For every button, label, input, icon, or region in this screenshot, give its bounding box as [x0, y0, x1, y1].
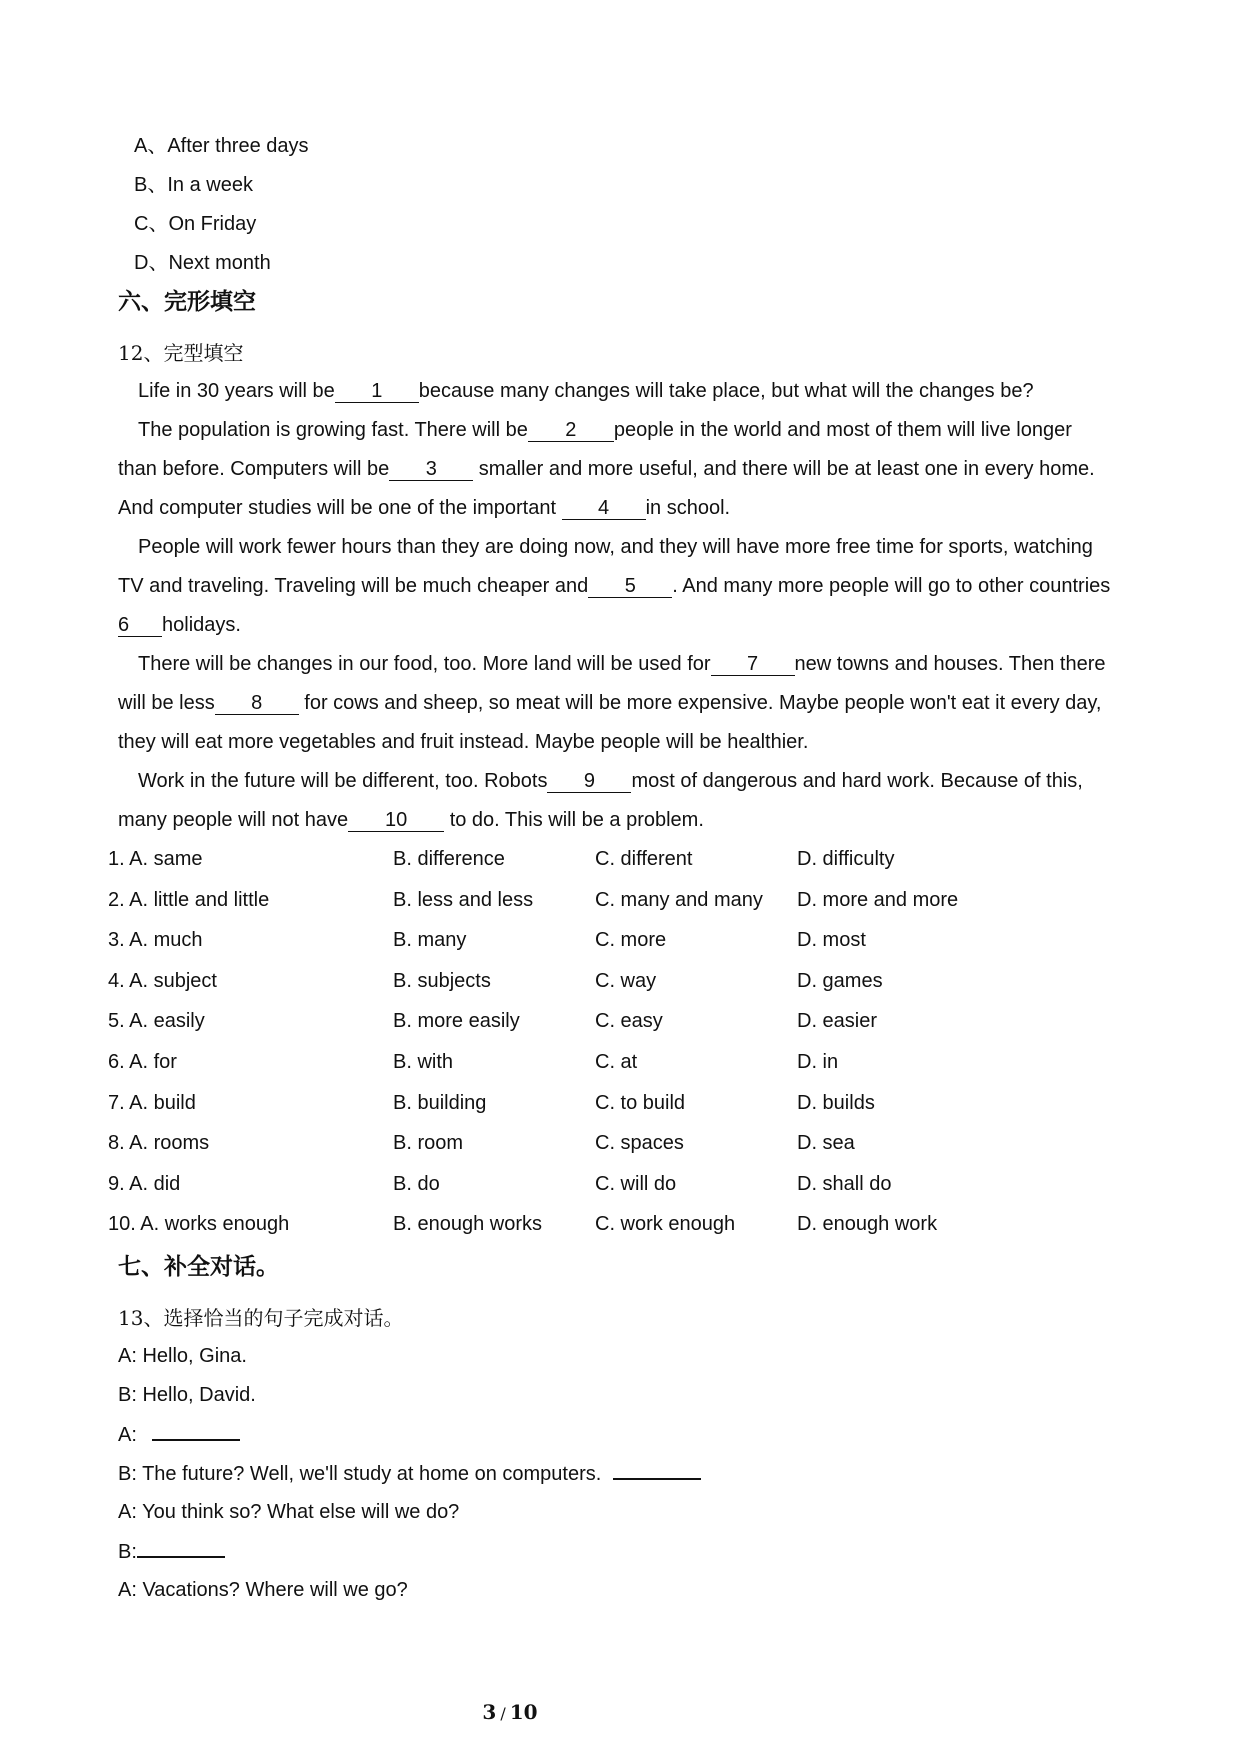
option-choice: 8. A. rooms	[108, 1132, 210, 1155]
passage-line: many people will not have 10 to do. This will be a problem.	[118, 809, 704, 831]
option-a: A、After three days	[134, 135, 309, 157]
section-heading-cloze: 六、完形填空	[118, 289, 256, 315]
option-choice: B. less and less	[393, 888, 534, 911]
option-choice: 6. A. for	[108, 1051, 177, 1073]
option-choice: 7. A. build	[108, 1091, 196, 1114]
option-choice: D. builds	[797, 1091, 875, 1114]
option-row	[108, 927, 1148, 957]
option-choice: B. subjects	[393, 969, 491, 992]
option-row	[108, 1008, 1148, 1038]
option-row	[108, 887, 1148, 917]
page-number: 3 / 10	[482, 1700, 538, 1724]
option-choice: B. building	[393, 1091, 487, 1114]
blank-9: 9	[547, 770, 631, 793]
option-choice: D. enough work	[797, 1213, 938, 1236]
option-choice: 5. A. easily	[108, 1010, 205, 1033]
answer-blank	[613, 1460, 701, 1480]
option-choice: B. enough works	[393, 1213, 542, 1236]
dialogue-line: A: Vacations? Where will we go?	[118, 1579, 408, 1601]
passage-line: The population is growing fast. There will be 2 people in the world and most of them will live longer	[138, 419, 1072, 441]
option-b: B、In a week	[134, 174, 253, 196]
option-choice: C. way	[595, 969, 657, 992]
option-choice: D. most	[797, 929, 866, 952]
option-choice: C. will do	[595, 1172, 677, 1195]
option-choice: 9. A. did	[108, 1172, 181, 1195]
option-choice: C. work enough	[595, 1213, 736, 1236]
option-choice: B. room	[393, 1132, 464, 1155]
dialogue-line: A:	[118, 1421, 240, 1448]
dialogue-line: B: The future? Well, we'll study at home on computers.	[118, 1460, 701, 1487]
dialogue-line: B:	[118, 1538, 225, 1565]
passage-line: 6 holidays.	[118, 614, 241, 636]
option-c: C、On Friday	[134, 213, 257, 235]
option-choice: 4. A. subject	[108, 969, 217, 992]
blank-6: 6	[118, 614, 162, 637]
passage-line: TV and traveling. Traveling will be much cheaper and 5 . And many more people will go to other countries	[118, 575, 1111, 597]
option-choice: D. difficulty	[797, 848, 895, 870]
option-row	[108, 1171, 1148, 1201]
option-choice: C. many and many	[595, 888, 763, 911]
question-label-12: 12、完型填空	[118, 341, 244, 365]
option-choice: B. do	[393, 1172, 440, 1195]
option-choice: D. more and more	[797, 888, 959, 911]
section-heading-dialogue: 七、补全对话。	[118, 1254, 279, 1280]
option-choice: D. games	[797, 969, 883, 992]
option-row	[108, 1130, 1148, 1160]
answer-blank	[152, 1421, 240, 1441]
option-choice: C. more	[595, 929, 667, 952]
option-choice: C. easy	[595, 1010, 663, 1033]
option-choice: 2. A. little and little	[108, 888, 270, 911]
passage-line: will be less 8 for cows and sheep, so meat will be more expensive. Maybe people won't eat it every day,	[118, 692, 1102, 714]
blank-2: 2	[528, 419, 614, 442]
option-choice: 3. A. much	[108, 929, 203, 952]
answer-blank	[137, 1538, 225, 1558]
option-choice: B. more easily	[393, 1010, 520, 1033]
passage-line: There will be changes in our food, too. More land will be used for 7 new towns and houses. Then there	[138, 653, 1106, 675]
dialogue-line: A: You think so? What else will we do?	[118, 1501, 460, 1523]
option-choice: D. in	[797, 1051, 839, 1073]
option-row	[108, 1211, 1148, 1241]
option-row	[108, 1090, 1148, 1120]
passage-line: Work in the future will be different, too. Robots 9 most of dangerous and hard work. Because of this,	[138, 770, 1083, 792]
option-row	[108, 846, 1148, 876]
option-choice: 1. A. same	[108, 848, 203, 870]
passage-paragraph-1: Life in 30 years will be 1 because many changes will take place, but what will the changes be?	[138, 380, 1034, 402]
option-choice: D. shall do	[797, 1172, 892, 1195]
blank-4: 4	[562, 497, 646, 520]
blank-10: 10	[348, 809, 444, 832]
option-choice: 10. A. works enough	[108, 1213, 290, 1236]
option-choice: D. easier	[797, 1010, 878, 1033]
blank-5: 5	[588, 575, 672, 598]
blank-1: 1	[335, 380, 419, 403]
option-choice: B. difference	[393, 848, 505, 870]
option-choice: C. at	[595, 1051, 638, 1073]
question-label-13: 13、选择恰当的句子完成对话。	[118, 1306, 404, 1330]
option-choice: B. with	[393, 1051, 454, 1073]
option-choice: B. many	[393, 929, 467, 952]
passage-line: People will work fewer hours than they are doing now, and they will have more free time for sports, watching	[138, 536, 1093, 558]
dialogue-line: B: Hello, David.	[118, 1384, 256, 1406]
blank-8: 8	[215, 692, 299, 715]
option-choice: C. to build	[595, 1091, 686, 1114]
blank-7: 7	[711, 653, 795, 676]
blank-3: 3	[389, 458, 473, 481]
option-choice: C. different	[595, 848, 693, 870]
passage-line: than before. Computers will be 3 smaller and more useful, and there will be at least one in every home.	[118, 458, 1095, 480]
option-row	[108, 968, 1148, 998]
dialogue-line: A: Hello, Gina.	[118, 1345, 247, 1367]
option-d: D、Next month	[134, 252, 271, 274]
option-row	[108, 1049, 1148, 1079]
passage-line: they will eat more vegetables and fruit instead. Maybe people will be healthier.	[118, 731, 809, 753]
option-choice: D. sea	[797, 1132, 855, 1155]
option-choice: C. spaces	[595, 1132, 684, 1155]
passage-line: And computer studies will be one of the important 4 in school.	[118, 497, 731, 519]
